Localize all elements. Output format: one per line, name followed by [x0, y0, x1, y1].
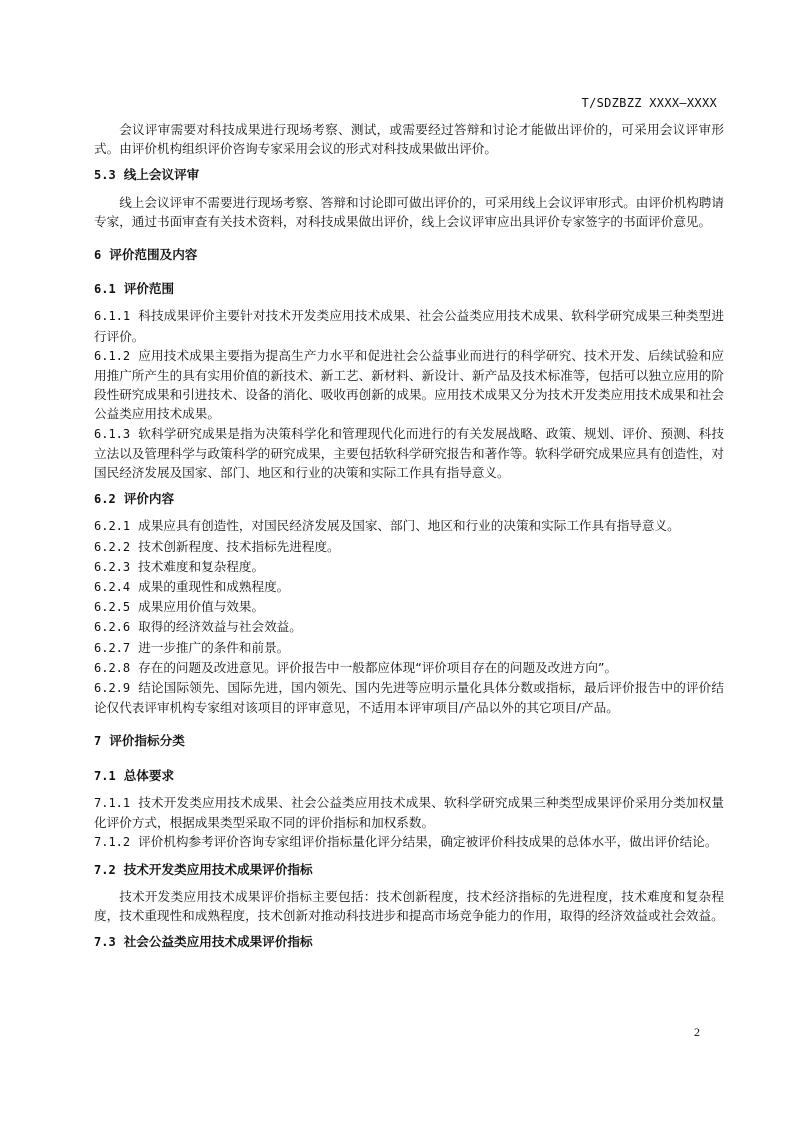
heading-7-1 [94, 766, 724, 786]
clause-number: 6.2.8 [94, 660, 131, 675]
heading-title: 评价指标分类 [109, 733, 185, 749]
clause-number: 6.2.7 [94, 640, 131, 655]
clause-number: 6.2.1 [94, 519, 131, 534]
clause-6-2-8 [94, 658, 724, 678]
clause-number: 6.2.9 [94, 681, 131, 696]
heading-7 [94, 731, 724, 751]
clause-6-2-4 [94, 577, 724, 597]
clause-6-2-3 [94, 557, 724, 577]
heading-number: 7.2 [94, 862, 116, 877]
clause-6-1-1 [94, 306, 724, 345]
clause-6-2-2 [94, 537, 724, 557]
clause-text: 取得的经济效益与社会效益。 [138, 619, 302, 635]
heading-title: 评价范围及内容 [109, 247, 198, 263]
clause-text: 应用技术成果主要指为提高生产力水平和促进社会公益事业而进行的科学研究、技术开发、后续试验和应用推广所产生的具有实用价值的新技术、新工艺、新材料、新设计、新产品及技术标准等，包括可以独立应用的阶段性研究成果和引进技术、设备的消化、吸收再创新的成果。应用技术成果又分为技术开发类应用技术成果和社会公益类应用技术成果。 [94, 347, 724, 422]
clause-number: 6.1.2 [94, 348, 131, 363]
heading-5-3 [94, 165, 724, 185]
heading-6-1 [94, 279, 724, 299]
clause-number: 6.1.1 [94, 309, 131, 324]
clause-7-1-1 [94, 793, 724, 832]
clause-text: 成果应用价值与效果。 [138, 599, 265, 615]
clause-6-2-9 [94, 678, 724, 717]
clause-number: 6.2.2 [94, 539, 131, 554]
heading-title: 评价内容 [123, 491, 175, 507]
clause-text: 技术创新程度、技术指标先进程度。 [138, 538, 340, 554]
paragraph-meeting-review: 会议评审需要对科技成果进行现场考察、测试，或需要经过答辩和讨论才能做出评价的，可采用会议评审形式。由评价机构组织评价咨询专家采用会议的形式对科技成果做出评价。 [94, 122, 724, 157]
heading-title: 评价范围 [123, 281, 175, 297]
clause-number: 6.1.3 [94, 426, 131, 441]
clause-6-1-3 [94, 424, 724, 483]
clause-number: 7.1.1 [94, 795, 131, 810]
clause-text: 评价机构参考评价咨询专家组评价指标量化评分结果，确定被评价科技成果的总体水平，做出评价结论。 [138, 834, 718, 850]
heading-number: 6.1 [94, 282, 116, 297]
heading-6 [94, 245, 724, 265]
clause-text: 科技成果评价主要针对技术开发类应用技术成果、社会公益类应用技术成果、软科学研究成果三种类型进行评价。 [94, 308, 724, 344]
heading-number: 7.3 [94, 935, 116, 950]
heading-title: 技术开发类应用技术成果评价指标 [123, 861, 313, 877]
heading-title: 线上会议评审 [123, 167, 200, 183]
heading-number: 6 [94, 248, 102, 263]
heading-title: 社会公益类应用技术成果评价指标 [123, 934, 313, 950]
heading-number: 6.2 [94, 492, 116, 507]
clause-number: 6.2.3 [94, 559, 131, 574]
clause-number: 6.2.4 [94, 580, 131, 595]
clause-text: 结论国际领先、国际先进，国内领先、国内先进等应明示量化具体分数或指标，最后评价报告中的评价结论仅代表评审机构专家组对该项目的评审意见，不适用本评审项目/产品以外的其它项目/产品。 [94, 680, 724, 716]
clause-6-2-5 [94, 597, 724, 617]
clause-6-2-7 [94, 638, 724, 658]
clause-6-2-6 [94, 617, 724, 637]
clause-7-1-2 [94, 832, 724, 852]
heading-number: 5.3 [94, 168, 116, 183]
clause-text: 存在的问题及改进意见。评价报告中一般都应体现“评价项目存在的问题及改进方向”。 [138, 659, 618, 675]
paragraph-7-2: 技术开发类应用技术成果评价指标主要包括：技术创新程度，技术经济指标的先进程度，技术难度和复杂程度，技术重现性和成熟程度，技术创新对推动科技进步和提高市场竞争能力的作用，取得的经济效益或社会效益。 [94, 888, 724, 923]
heading-number: 7 [94, 734, 102, 749]
heading-6-2 [94, 489, 724, 509]
page-content [94, 120, 724, 952]
paragraph-online-review: 线上会议评审不需要进行现场考察、答辩和讨论即可做出评价的，可采用线上会议评审形式。由评价机构聘请专家，通过书面审查有关技术资料，对科技成果做出评价，线上会议评审应出具评价专家签字的书面评价意见。 [94, 194, 724, 229]
clause-text: 成果应具有创造性，对国民经济发展及国家、部门、地区和行业的决策和实际工作具有指导意义。 [138, 518, 680, 534]
heading-7-2 [94, 860, 724, 880]
heading-number: 7.1 [94, 768, 116, 783]
clause-text: 进一步推广的条件和前景。 [138, 639, 290, 655]
clause-text: 技术难度和复杂程度。 [138, 558, 265, 574]
clause-text: 成果的重现性和成熟程度。 [138, 579, 290, 595]
clause-6-1-2 [94, 346, 724, 424]
page-number: 2 [694, 1025, 700, 1039]
clause-text: 技术开发类应用技术成果、社会公益类应用技术成果、软科学研究成果三种类型成果评价采用分类加权量化评价方式，根据成果类型采取不同的评价指标和加权系数。 [94, 794, 724, 831]
clause-text: 软科学研究成果是指为决策科学化和管理现代化而进行的有关发展战略、政策、规划、评价、预测、科技立法以及管理科学与政策科学的研究成果，主要包括软科学研究报告和著作等。软科学研究成果应具有创造性，对国民经济发展及国家、部门、地区和行业的决策和实际工作具有指导意义。 [94, 425, 724, 481]
clause-6-2-1 [94, 516, 724, 536]
clause-number: 7.1.2 [94, 835, 131, 850]
heading-title: 总体要求 [123, 767, 175, 783]
document-id-header: T/SDZBZZ XXXX—XXXX [581, 96, 717, 110]
clause-number: 6.2.5 [94, 600, 131, 615]
heading-7-3 [94, 932, 724, 952]
clause-number: 6.2.6 [94, 620, 131, 635]
